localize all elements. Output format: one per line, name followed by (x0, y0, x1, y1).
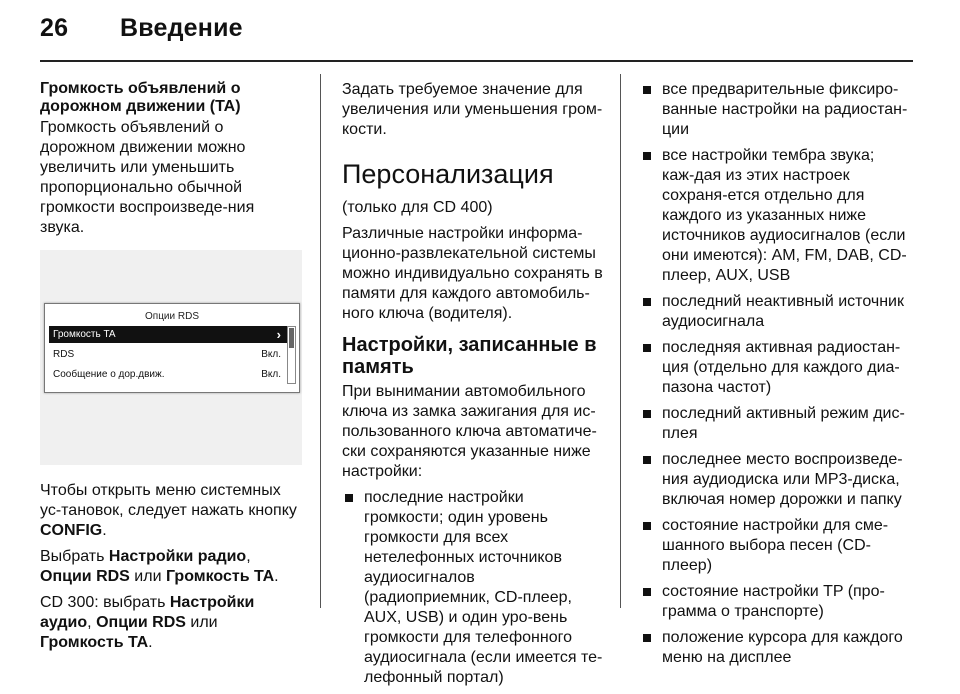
page-number: 26 (40, 14, 69, 42)
list-item (342, 488, 604, 688)
select-paragraph (40, 547, 302, 587)
menu-rds-options: Опции RDS (40, 568, 130, 585)
ta-volume-heading: Громкость объявлений о дорожном движении (TA) (40, 80, 241, 115)
column-divider-2 (620, 74, 621, 608)
screen-row-traffic-message (49, 366, 287, 383)
scrollbar-thumb (289, 328, 294, 348)
list-item-text: положение курсора для каждого меню на дисплее (662, 629, 903, 666)
screen-title: Опции RDS (145, 311, 199, 322)
select-text: Выбрать (40, 548, 105, 565)
list-item (640, 146, 908, 286)
bullet-square-icon (643, 522, 651, 530)
bullet-square-icon (643, 344, 651, 352)
cd300-text: CD 300: выбрать (40, 594, 166, 611)
header-rule (40, 60, 913, 62)
bullet-square-icon (643, 152, 651, 160)
menu-ta-volume: Громкость TA (165, 568, 275, 585)
saved-settings-heading: Настройки, записанные в память (342, 334, 597, 378)
list-item (640, 338, 908, 398)
cd400-note: (только для CD 400) (342, 199, 493, 216)
screen-row-label: Громкость TA (53, 329, 116, 340)
menu-audio-settings: Настройки аудио (40, 594, 255, 631)
screen-row-label: RDS (53, 349, 75, 360)
list-item (640, 582, 908, 622)
punct: . (102, 522, 107, 539)
volume-adjust-paragraph: Задать требуемое значение для увеличения или уменьшения гром-кости. (342, 81, 603, 138)
list-item (640, 80, 908, 140)
bullet-square-icon (643, 86, 651, 94)
list-item-text: последнее место воспроизведе-ния аудиодиска или MP3-диска, включая номер дорожки и папку (662, 451, 903, 508)
list-item (640, 450, 908, 510)
screen-row-rds (49, 346, 287, 363)
list-item-text: последний неактивный источник аудиосигнала (662, 293, 904, 330)
bullet-square-icon (643, 410, 651, 418)
config-text: Чтобы открыть меню системных ус-тановок, следует нажать кнопку (40, 482, 297, 519)
column-divider-1 (320, 74, 321, 608)
punct: , (87, 614, 92, 631)
column-1 (40, 80, 302, 659)
page-header (40, 14, 243, 43)
screen-row-value: Вкл. (261, 349, 281, 360)
column-2 (342, 80, 604, 694)
bullet-square-icon (643, 634, 651, 642)
screen-row-label: Сообщение о дор.движ. (53, 369, 165, 380)
section-title: Введение (120, 14, 243, 42)
saved-settings-list-continued (640, 80, 908, 668)
list-item (640, 292, 908, 332)
list-item-text: все предварительные фиксиро-ванные настройки на радиостан-ции (662, 81, 908, 138)
list-item (640, 628, 908, 668)
ta-volume-paragraph: Громкость объявлений о дорожном движении можно увеличить или уменьшить пропорционально обычной громкости воспроизведе-ния звука. (40, 119, 255, 236)
screen-scrollbar (287, 326, 296, 384)
list-item-text: все настройки тембра звука; каж-дая из этих настроек сохраня-ется отдельно для каждого из указанных ниже источников аудиосигналов (если они имеются): AM, FM, DAB, CD-плеер, AUX, USB (662, 147, 907, 284)
list-item (640, 516, 908, 576)
or-text: или (134, 568, 162, 585)
rds-options-figure (40, 250, 302, 465)
cd300-paragraph (40, 593, 302, 653)
punct: . (148, 634, 153, 651)
bullet-square-icon (643, 456, 651, 464)
list-item-text: последняя активная радиостан-ция (отдельно для каждого диа-пазона частот) (662, 339, 901, 396)
saved-settings-paragraph: При вынимании автомобильного ключа из замка зажигания для ис-пользованного ключа автоматиче-ски сохраняются указанные ниже настройки: (342, 383, 597, 480)
list-item-text: состояние настройки TP (про-грамма о транспорте) (662, 583, 885, 620)
menu-rds-options: Опции RDS (96, 614, 186, 631)
list-item-text: последний активный режим дис-плея (662, 405, 905, 442)
personalization-heading: Персонализация (342, 159, 554, 189)
personalization-paragraph: Различные настройки информа-ционно-развлекательной системы можно индивидуально сохранять в памяти для каждого автомобиль-ного ключа (водителя). (342, 225, 603, 322)
config-button-label: CONFIG (40, 522, 103, 539)
list-item-text: последние настройки громкости; один уровень громкости для всех нетелефонных источников аудиосигналов (радиоприемник, CD-плеер, AUX, USB) и один уро-вень громкости для телефонного аудиосигнала (если имеется те-лефонный портал) (364, 489, 603, 686)
bullet-square-icon (345, 494, 353, 502)
chevron-right-icon: › (276, 327, 281, 342)
screen-row-value: Вкл. (261, 369, 281, 380)
menu-ta-volume: Громкость TA (40, 634, 149, 651)
saved-settings-list (342, 488, 604, 688)
list-item-text: состояние настройки для сме-шанного выбора песен (CD-плеер) (662, 517, 889, 574)
screen-row-ta-volume (49, 326, 287, 343)
bullet-square-icon (643, 588, 651, 596)
punct: , (246, 548, 251, 565)
list-item (640, 404, 908, 444)
menu-radio-settings: Настройки радио (108, 548, 247, 565)
bullet-square-icon (643, 298, 651, 306)
display-screen (44, 303, 300, 393)
column-3 (640, 80, 908, 674)
punct: . (274, 568, 279, 585)
or-text: или (190, 614, 218, 631)
config-paragraph (40, 481, 302, 541)
